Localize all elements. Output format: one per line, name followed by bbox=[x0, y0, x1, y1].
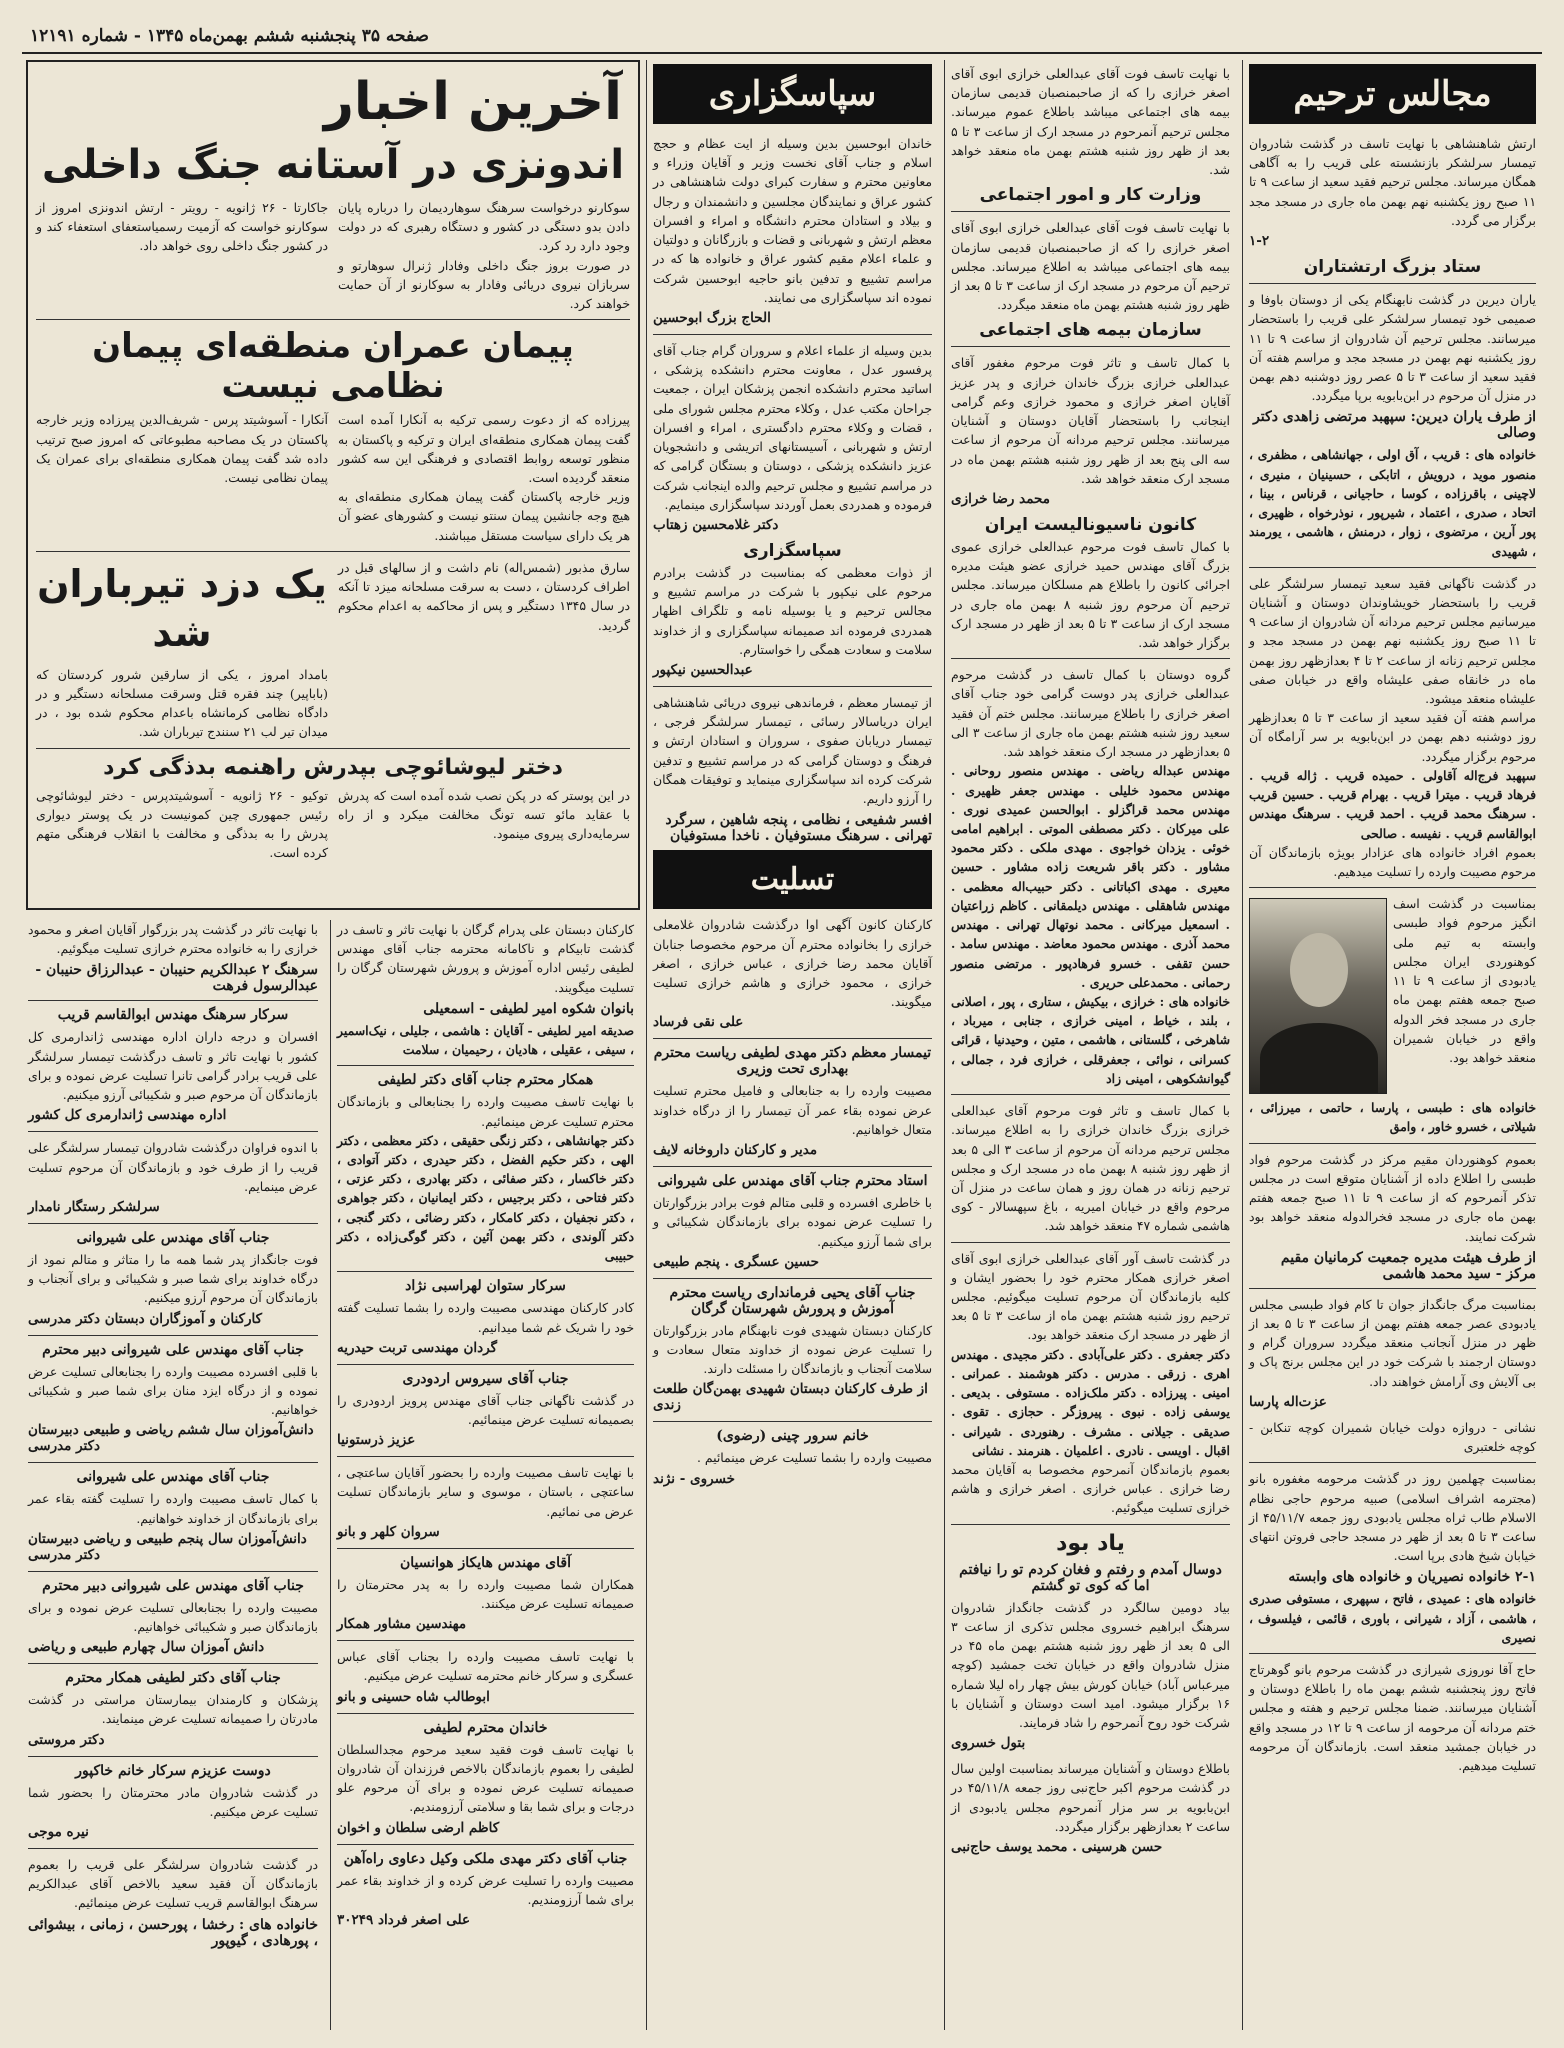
columns bbox=[22, 60, 1542, 2030]
notice-signature: مدیر و کارکنان داروخانه لایف bbox=[653, 1142, 818, 1159]
notice-text: مصیبت وارده را به جنابعالی و فامیل محترم تسلیت عرض نموده بقاء عمر آن تیمسار را از درگاه خداوند متعال خواهانیم. bbox=[653, 1083, 932, 1137]
divider bbox=[28, 1462, 318, 1463]
notice-text: مصیبت وارده را بجنابعالی تسلیت عرض نموده و برای بازماندگان صبر و شکیبائی خواهانیم. bbox=[28, 1599, 318, 1634]
notice-signature: عزیز ذرستونیا bbox=[337, 1432, 416, 1449]
subcolumn-condolences-right bbox=[330, 920, 640, 2030]
notice-heading: همکار محترم جناب آقای دکتر لطیفی bbox=[377, 1072, 594, 1089]
divider bbox=[951, 346, 1230, 347]
notice-text: با اندوه فراوان درگذشت شادروان تیمسار سرلشگر علی قریب را از طرف خود و بازماندگان آن مرحوم تسلیت عرض مینمایم. bbox=[28, 1140, 318, 1194]
notice-text: با نهایت تاسف مصیبت وارده را بحضور آقایان ساعتچی ، ساعتچی ، باستان ، موسوی و سایر بازماندگان تسلیت عرض می نمائیم. bbox=[337, 1465, 634, 1519]
notice-text: با نهایت تاسف فوت فقید سعید مرحوم مجدالسلطان لطیفی را بعموم بازماندگان بالاخص فرزندان آن شادروان صمیمانه تسلیت عرض نموده و برای آن مرحوم علو درجات و برای شما بقا و سلامتی آرزومندیم. bbox=[337, 1741, 634, 1815]
notice-text: در گذشت شادروان سرلشگر علی قریب را بعموم بازماندگان آن فقید سعید بالاخص آقای عبدالکریم سرهنگ ابوالقاسم قریب تسلیت عرض مینمائیم. bbox=[28, 1857, 318, 1911]
news-text: بامداد امروز ، یکی از سارقین شرور کردستان که (باباپیر) چند فقره قتل وسرقت مسلحانه دستگیر و در دادگاه نظامی کرمانشاه باعدام محکوم شده بود ، در میدان تیر لب ۲۱ سنندج تیرباران شد. bbox=[36, 666, 328, 740]
notice-heading: استاد محترم جناب آقای مهندس علی شیروانی bbox=[657, 1173, 928, 1190]
notice-heading: ستاد بزرگ ارتشتاران bbox=[1303, 257, 1482, 278]
news-text: توکیو - ۲۶ ژانویه - آسوشیتدپرس - دختر لیوشائوچی رئیس جمهوری چین کمونیست در یک پوستر دیواری پدرش را به بدذگی و مخالفت با انقلاب فرهنگی متهم کرده است. bbox=[36, 787, 328, 861]
divider bbox=[653, 1166, 932, 1167]
families-list: خانواده های : خرازی ، بیکیش ، ستاری ، پور ، اصلانی ، بلند ، خیاط ، امینی خرازی ، جنابی ، میرباد ، شاهرخی ، گلستانی ، هاشمی ، متین ، وحیدنیا ، قرائی کسرانی ، نوائی ، جعفرقلی ، خرازی فرد ، جمالی ، گیوانشکوهی ، امینی زاد bbox=[951, 993, 1230, 1086]
families-list: خانواده های : قریب ، آق اولی ، جهانشاهی ، مظفری ، منصور موید ، درویش ، اتابکی ، حسینیان ، منیری ، لاچینی ، باقرزاده ، کوسا ، حاجیانی ، قرناس ، بینا ، اتحاد ، صدری ، اعتماد ، شیرپور ، نوذرخواه ، ظهیری ، پور آرین ، مرتضوی ، زوار ، درمنش ، هاشمی ، یورمند ، شهیدی bbox=[1249, 447, 1536, 559]
notice-text: مصیبت وارده را بشما تسلیت عرض مینمائیم . bbox=[696, 1450, 932, 1466]
news-text: جاکارتا - ۲۶ ژانویه - رویتر - ارتش اندونزی امروز از سوکارنو خواست که آزمیت رسمیاستعفای استعفاء کند و در کشور جنگ داخلی روی خواهد داد. bbox=[36, 200, 328, 254]
address-text: نشانی - دروازه دولت خیابان شمیران کوچه تنکابن - کوچه خلعتبری bbox=[1249, 1419, 1536, 1455]
divider bbox=[337, 1456, 634, 1457]
headline-indonesia: اندونزی در آستانه جنگ داخلی bbox=[41, 142, 625, 188]
notice-text: کارکنان دبستان علی پدرام گرگان با نهایت تاثر و تاسف در گذشت تابیکام و ناکامانه محترمه جناب آقای مهندس لطیفی رئیس اداره آموزش و پرورش شهرستان گرگان را تسلیت میگویند. bbox=[337, 922, 634, 995]
divider bbox=[28, 1663, 318, 1664]
names-list: مهندس عبداله ریاضی . مهندس منصور روحانی . مهندس محمود خلیلی . مهندس جعفر ظهیری . مهندس محمد قراگزلو . ابوالحسن عمیدی نوری . علی میرکان . دکتر مصطفی الموتی . ابراهیم امامی خوئی . یزدان خواجوی . مهدی ملکی . دکتر محمود مشاور . دکتر باقر شریعت زاده مشاور . حسین معیری . مهدی اکباتانی . دکتر حبیب‌اله معظمی . مهندس شاهقلی . مهندس دیلمقانی . کاظم زراعتیان . اسمعیل میرکانی . محمد نوتهال تهرانی . مهندس محمد آذری . مهندس محمود معاضد . مهندس سامد . حسن تقفی . خسرو فرهادپور . مرتضی منصور رحمانی . محمدعلی حریری . bbox=[951, 763, 1230, 990]
divider bbox=[1249, 1143, 1536, 1144]
notice-signature: علی نقی فرساد bbox=[653, 1014, 744, 1031]
notice-signature: بانوان شکوه امیر لطیفی - اسمعیلی bbox=[423, 1000, 634, 1017]
notice-text: در گذشت ناگهانی فقید سعید تیمسار سرلشگر علی قریب را باستحضار خویشاوندان دوستان و آشنایان میرسانیم مجلس ترحیم مردانه آن شادروان از ساعت ۹ تا ۱۱ صبح روز یکشنبه نهم بهمن در مسجد مجد و مجلس ترحیم زنانه از ساعت ۲ تا ۴ بعدازظهر روز بهمن ماه در خانقاه صفی علیشاه واقع در خیابان صفی علیشاه منعقد میشود. bbox=[1249, 575, 1536, 707]
notice-heading: وزارت کار و امور اجتماعی bbox=[979, 185, 1202, 206]
notice-signature: دکتر غلامحسین زهتاب bbox=[653, 516, 779, 533]
notice-text: در گذشت ناگهانی جناب آقای مهندس پرویز اردودری را بصمیمانه تسلیت عرض مینمائیم. bbox=[337, 1392, 634, 1427]
notice-text: کارکنان کانون آگهی اوا درگذشت شادروان غلامعلی خرازی را بخانواده محترم آن مرحوم مخصوصا جنابان آقایان محمد رضا خرازی ، عباس خرازی ، اصغر خرازی ، محمود خرازی و هاشم خرازی تسلیت میگویند. bbox=[653, 917, 932, 1010]
news-liu-body bbox=[36, 786, 630, 863]
notice-text: در گذشت شادروان مادر محترمتان را بحضور شما تسلیت عرض میکنیم. bbox=[28, 1784, 318, 1819]
newspaper-page bbox=[22, 20, 1542, 2030]
divider bbox=[28, 1756, 318, 1757]
notice-text: با نهایت تاثر در گذشت پدر بزرگوار آقایان اصغر و محمود خرازی را به خانواده محترم خرازی تسلیت میگوئیم. bbox=[28, 922, 318, 957]
divider bbox=[28, 1000, 318, 1001]
notice-text: کارکنان دبستان شهیدی فوت نابهنگام مادر بزرگوارتان را تسلیت عرض نموده از خداوند متعال سعادت و سلامت آنجناب و بازماندگان را مسئلت دارند. bbox=[653, 1322, 932, 1377]
news-text: سارق مذبور (شمس‌اله) نام داشت و از سالهای قبل در اطراف کردستان ، دست به سرقت مسلحانه میزد تا آنکه در سال ۱۳۴۵ دستگیر و پس از محاکمه به اعدام محکوم گردید. bbox=[338, 559, 631, 633]
divider bbox=[28, 1131, 318, 1132]
notice-signature: سرلشکر رستگار نامدار bbox=[28, 1198, 160, 1215]
notice-text: بعموم کوهنوردان مقیم مرکز در گذشت مرحوم فواد طبسی را اطلاع داده از آشنایان متوقع است در مجلس تذکر آنمرحوم که از ساعت ۹ تا ۱۱ صبح جمعه هفتم بهمن ماه جاری در مسجد فخرالدوله منعقد خواهد بود شرکت نمایند. bbox=[1249, 1151, 1536, 1244]
notice-signature: دانش‌آموزان سال ششم ریاضی و طبیعی دبیرستان دکتر مدرسی bbox=[28, 1422, 314, 1455]
notice-heading: کانون ناسیونالیست ایران bbox=[984, 514, 1197, 535]
divider bbox=[1249, 567, 1536, 568]
names-list: صدیقه امیر لطیفی - آقایان : هاشمی ، جلیلی ، نیک‌اسمیر ، سیفی ، عقیلی ، هادیان ، رحیمیان ، سلامت bbox=[337, 1022, 634, 1058]
notice-heading: تیمسار معظم دکتر مهدی لطیفی ریاست محترم بهداری تحت وزیری bbox=[653, 1045, 932, 1078]
divider bbox=[36, 748, 630, 749]
portrait-face bbox=[1290, 933, 1348, 1007]
column-thanks-condolences bbox=[646, 60, 938, 2030]
divider bbox=[337, 1364, 634, 1365]
notice-heading: جناب آقای مهندس علی شیروانی دبیر محترم bbox=[42, 1341, 304, 1358]
latest-news-title: آخرین اخبار bbox=[323, 72, 622, 132]
divider bbox=[1249, 1653, 1536, 1654]
notice-signature: محمد رضا خرازی bbox=[951, 490, 1050, 507]
banner-tasliat: تسلیت bbox=[653, 850, 932, 909]
notice-text: افسران و درجه داران اداره مهندسی ژاندارمری کل کشور با نهایت تاثر و تاسف درگذشت تیمسار سرلشگر علی قریب برادر گرامی تانرا تسلیت عرض نموده و برای بازماندگان آن مرحوم صبر و شکیبائی آرزو میکنیم. bbox=[28, 1029, 318, 1103]
notice-text: حاج آقا نوروزی شیرازی در گذشت مرحوم بانو گوهرتاج فاتح روز پنجشنبه ششم بهمن ماه را باطلاع دوستان و آشنایان میرسانند. ضمنا مجلس ترحیم و هفته و مجلس ختم مردانه آن مرحومه از ساعت ۹ تا ۱۲ در مسجد واقع در خیابان جمشید منعقد است. بازماندگان آن مرحومه تسلیت میدهیم. bbox=[1249, 1662, 1536, 1774]
notice-text: فوت جانگداز پدر شما همه ما را متاثر و متالم نمود از درگاه خداوند برای شما صبر و شکیبائی و برای آنجناب و بازماندگان آن مرحوم آرزو میکنیم. bbox=[28, 1251, 318, 1306]
notice-signature: ۱-۲ bbox=[1249, 233, 1270, 250]
divider bbox=[1249, 283, 1536, 284]
notice-heading: جناب آقای دکتر مهدی ملکی وکیل دعاوی راه‌آهن bbox=[343, 1850, 628, 1867]
divider bbox=[28, 1223, 318, 1224]
divider bbox=[653, 1278, 932, 1279]
notice-text: با کمال تاسف مصیبت وارده را تسلیت گفته بقاء عمر برای بازماندگان از خداوند خواهانیم. bbox=[28, 1491, 318, 1526]
notice-signature: سرهنگ ۲ عبدالکریم حنیبان - عبدالرزاق حنیبان - عبدالرسول فرهت bbox=[35, 962, 318, 995]
notice-text: با نهایت تاسف فوت آقای عبدالعلی خرازی ابوی آقای اصغر خرازی را که از صاحبمنصبان قدیمی سازمان بیمه های اجتماعی میباشد باطلاع عموم میرساند. مجلس ترحیم آنمرحوم در مسجد ارک از ساعت ۳ تا ۵ بعد از ظهر روز شنبه هشتم بهمن ماه منعقد خواهد شد. bbox=[951, 66, 1230, 178]
notice-text: خاندان ابوحسین بدین وسیله از ایت عظام و حجج اسلام و جناب آقای نخست وزیر و آقایان وزراء و معاونین محترم و سفارت کبرای دولت شاهنشاهی در کشور عراق و نمایندگان مجلسین و دانشمندان و رجال و بیلاد و استادان محترم دانشگاه و امراء و افسران معظم ارتش و شهربانی و قضات و بازرگانان و دولتیان و علماء اعلام مقیم کشور عراق و خانواده ها که در مراسم تشییع و تدفین بانو حاجیه ابوحسین شرکت نموده اند سپاسگزاری می نمایند. bbox=[653, 136, 932, 305]
notice-text: بدین وسیله از علماء اعلام و سروران گرام جناب آقای پرفسور عدل ، معاونت محترم دانشکده پزشکی ، اساتید محترم دانشکده انجمن پزشکان ایران ، جمعیت جراحان مکتب عدل ، وکلاء محترم مجلس شورای ملی ، قضات و وکلاء محترم دادگستری ، امراء و افسران ارتش و شهربانی ، آسیستانهای اتریشی و دانشجویان عزیز دانشکده پزشکی ، دوستان و بستگان گرامی که در مراسم تشییع و مجلس ترحیم والده اینجانب شرکت فرموده و همدردی بعمل آوردند سپاسگزاری مینمایم. bbox=[653, 342, 932, 512]
notice-heading: سازمان بیمه های اجتماعی bbox=[979, 320, 1202, 341]
news-thief-row bbox=[36, 558, 630, 742]
notice-signature: حسن هرسینی . محمد یوسف حاج‌نبی bbox=[951, 1839, 1163, 1856]
notice-text: مصیبت وارده را تسلیت عرض کرده و از خداوند بقاء عمر برای شما آرزومندیم. bbox=[337, 1872, 634, 1907]
news-pact-body bbox=[36, 410, 630, 545]
notice-signature: اداره مهندسی ژاندارمری کل کشور bbox=[28, 1107, 227, 1124]
portrait-photo bbox=[1249, 898, 1387, 1094]
notice-heading: جناب آقای سیروس اردودری bbox=[402, 1370, 569, 1387]
notice-signature: سروان کلهر و بانو bbox=[337, 1523, 440, 1540]
notice-text: با نهایت تاسف مصیبت وارده را بجناب آقای عباس عسگری و سرکار خانم محترمه تسلیت عرض میکنیم. bbox=[337, 1649, 634, 1684]
notice-text: پزشکان و کارمندان بیمارستان مراستی در گذشت مادرتان را صمیمانه تسلیت عرض مینمایند. bbox=[28, 1692, 318, 1727]
notice-signature: ۲-۱ خانواده نصیریان و خانواده های وابسته bbox=[1288, 1569, 1536, 1586]
notice-text: همکاران شما مصیبت وارده را به پدر محترمتان را صمیمانه تسلیت عرض میکنند. bbox=[337, 1576, 634, 1612]
notice-signature: کاظم ارضی سلطان و اخوان bbox=[337, 1819, 500, 1836]
notice-text: از تیمسار معظم ، فرماندهی نیروی دریائی شاهنشاهی ایران دریاسالار رسائی ، تیمسار سرلشگر فرجی ، تیمسار دریابان صفوی ، سروران و استادان ارتش و فرهنگ و دوستان گرامی که در مراسم تشییع و تدفین شرکت کرده اند سپاسگزاری مینماید و توفیقات همگان را آرزو داریم. bbox=[653, 695, 932, 807]
portrait-suit bbox=[1260, 1023, 1378, 1093]
notice-signature: از طرف هیئت مدیره جمعیت کرمانیان مقیم مرکز - سید محمد هاشمی bbox=[1280, 1249, 1536, 1282]
headline-regional-pact: پیمان عمران منطقه‌ای پیمان نظامی نیست bbox=[92, 326, 574, 407]
poem-line: دوسال آمدم و رفتم و فغان کردم تو را نیافتم اما که کوی تو گشتم bbox=[959, 1561, 1222, 1594]
notice-text: بمناسبت در گذشت اسف انگیز مرحوم فواد طبسی وابسته به تیم ملی کوهنوردی ایران مجلس یادبودی از ساعت ۹ تا ۱۱ صبح جمعه هفتم بهمن ماه جاری در مسجد فخر الدوله واقع در خیابان شمیران منعقد خواهد بود. bbox=[1393, 896, 1536, 1065]
news-text: سوکارنو درخواست سرهنگ سوهاردیمان را درباره پایان دادن بدو دستگی در کشور و دستگاه رهبری که در دولت وجود دارد رد کرد. bbox=[338, 200, 630, 254]
divider bbox=[337, 1713, 634, 1714]
notice-text: یاران دیرین در گذشت نابهنگام یکی از دوستان باوفا و صمیمی خود تیمسار سرلشکر علی قریب را باستحضار میرسانند. مجلس ترحیم آن شادروان از ساعت ۹ تا ۱۱ روز یکشنبه نهم بهمن در مسجد مجد و مراسم هفته آن فقید سعید از ساعت ۳ تا ۵ عصر روز دوشنبه دهم بهمن در منزل آن مرحوم در ابن‌بابویه برپا میگردد. bbox=[1249, 292, 1537, 404]
notice-heading: دوست عزیزم سرکار خانم خاکپور bbox=[75, 1762, 271, 1779]
news-text: در صورت بروز جنگ داخلی وفادار ژنرال سوهارتو و سربازان نیروی دریائی وفادار به سوکارنو از آن حمایت خواهند کرد. bbox=[338, 257, 630, 312]
page-header bbox=[22, 20, 1542, 54]
divider bbox=[951, 211, 1230, 212]
notice-signature: دانش آموزان سال چهارم طبیعی و ریاضی bbox=[28, 1639, 265, 1656]
notice-signature: دکتر مروستی bbox=[28, 1731, 105, 1748]
divider bbox=[951, 1524, 1230, 1525]
divider bbox=[951, 1094, 1230, 1095]
notice-text: بعموم افراد خانواده های عزادار بویژه بازماندگان آن مرحوم مصیبت وارده را تسلیت میدهیم. bbox=[1249, 844, 1536, 879]
divider bbox=[36, 319, 630, 320]
divider bbox=[653, 1421, 932, 1422]
notice-text: با کمال تاسف فوت مرحوم عبدالعلی خرازی عموی بزرگ آقای مهندس حمید خرازی عضو هیئت مدیره اجرائی کانون را باطلاع هم مسلکان میرساند. مجلس ترحیم آن مرحوم روز شنبه ۸ بهمن ماه جاری در مسجد ارک از ساعت ۳ تا ۵ بعد از ظهر در مسجد ارک برگزار خواهد شد. bbox=[951, 538, 1231, 651]
notice-signature: کارکنان و آموزگاران دبستان دکتر مدرسی bbox=[28, 1310, 263, 1327]
news-text: وزیر خارجه پاکستان گفت پیمان همکاری منطقه‌ای به هیچ وجه جانشین پیمان سنتو نیست و کشورهای عضو آن هر یک دارای سیاست مستقل میباشند. bbox=[338, 489, 630, 543]
notice-text: بیاد دومین سالگرد در گذشت جانگداز شادروان سرهنگ ابراهیم خسروی مجلس تذکری از ساعت ۳ الی ۵ بعد از ظهر روز شنبه هشتم بهمن ماه ۴۵ در منزل شادروان واقع در خیابان تخت جمشید (کوچه میرعباس آباد) خیابان کورش بیش چهار راه لیلا شماره ۱۶ برگزار میشود. امید است دوستان و آشنایان با شرکت خود روح آنمرحوم را شاد فرمایند. bbox=[951, 1599, 1230, 1730]
news-indonesia-body bbox=[36, 198, 630, 313]
notice-text: کادر کارکنان مهندسی مصیبت وارده را بشما تسلیت گفته خود را شریک غم شما میدانیم. bbox=[337, 1300, 634, 1335]
notice-heading: آقای مهندس هایکاز هوانسیان bbox=[399, 1554, 571, 1571]
notice-text: در گذشت تاسف آور آقای عبدالعلی خرازی ابوی آقای اصغر خرازی همکار محترم خود را بحضور ایشان و کلیه بازماندگان آن مرحوم تسلیت میگوئیم. مجلس ترحیم روز شنبه هشتم بهمن ماه از ساعت ۳ تا ۵ بعد از ظهر در مسجد ارک منعقد خواهد بود. bbox=[951, 1250, 1230, 1343]
column-latest-news bbox=[22, 60, 640, 2030]
divider bbox=[337, 1640, 634, 1641]
headline-liu-daughter: دختر لیوشائوچی بپدرش راهنمه بدذگی کرد bbox=[103, 754, 563, 780]
divider bbox=[653, 1038, 932, 1039]
divider bbox=[28, 1335, 318, 1336]
divider bbox=[951, 1242, 1230, 1243]
notice-text: بمناسبت چهلمین روز در گذشت مرحومه مغفوره بانو (مجترمه اشراف اسلامی) صبیه مرحوم حاجی نظام الاسلام طاب ثراه مجلس یادبودی روز جمعه ۴۵/۱۱/۷ از ساعت ۳ تا ۵ بعد از ظهر در مسجد حاجی فروتن انتهای خیابان شیخ هادی برپا است. bbox=[1249, 1471, 1536, 1564]
notice-signature: بتول خسروی bbox=[951, 1735, 1026, 1752]
divider bbox=[337, 1844, 634, 1845]
notice-text: با خاطری افسرده و قلبی متالم فوت برادر بزرگوارتان را تسلیت عرض نموده برای بازماندگان شکیبائی و برای شما آرزو میکنیم. bbox=[653, 1195, 932, 1249]
divider bbox=[337, 1548, 634, 1549]
notice-heading: جناب آقای دکتر لطیفی همکار محترم bbox=[65, 1670, 281, 1687]
notice-text: با کمال تاسف و تاثر فوت مرحوم آقای عبدالعلی خرازی بزرگ خاندان خرازی را به اطلاع میرساند. مجلس ترحیم مردانه آن مرحوم از ساعت ۳ الی ۵ بعد از ظهر روز شنبه ۸ بهمن ماه در مسجد ارک و مجلس ترحیم زنانه در همان روز و همان ساعت در منزل آن مرحوم واقع در خیابان امیریه ، باغ سپهسالار - کوی هاشمی شماره ۴۷ منعقد خواهد شد. bbox=[951, 1103, 1231, 1234]
column-kharrazi-notices bbox=[944, 60, 1236, 2030]
notice-text: بمناسبت مرگ جانگداز جوان تا کام فواد طبسی مجلس یادبودی عصر جمعه هفتم بهمن از ساعت ۳ تا ۵ بعد از ظهر در منزل آنجانب منعقد میگردد سروران گرام و دوستان ارجمند با شرکت خود در این مجلس برنج پاک و بی آلایش وی آرامش خواهند داد. bbox=[1249, 1296, 1537, 1389]
notice-signature: از طرف یاران دیرین: سپهبد مرتضی زاهدی دکتر وصالی bbox=[1253, 409, 1536, 442]
headline-thief-executed: یک دزد تیرباران شد bbox=[37, 561, 327, 656]
notice-text: با کمال تاسف و تاثر فوت مرحوم مغفور آقای عبدالعلی خرازی بزرگ خاندان خرازی و پدر عزیز آقایان اصغر خرازی و محمود خرازی وعم گرامی اینجانب را باستحضار آقایان دوستان و آشنایان میرسانند. مجلس ترحیم مردانه آن مرحوم از ساعت سه الی پنج بعد از ظهر روز شنبه هشتم بهمن ماه در مسجد ارک منعقد خواهد شد. bbox=[951, 355, 1230, 486]
banner-majales-tarhim: مجالس ترحیم bbox=[1249, 64, 1536, 124]
divider bbox=[36, 551, 630, 552]
names-list: دکتر جهانشاهی ، دکتر زنگی حقیقی ، دکتر معظمی ، دکتر الهی ، دکتر حکیم الفضل ، دکتر حیدری ، دکتر آتوادی ، دکتر خاکسار ، دکتر صفائی ، دکتر بهادری ، دکتر عزتی ، دکتر فتاحی ، دکتر برجیس ، دکتر ایمانیان ، دکتر جواهری ، دکتر نجفیان ، دکتر کامکار ، دکتر رضائی ، دکتر گنجی ، دکتر آلوندی ، دکتر بهمن آئین ، دکتر گوگی‌زاده ، دکتر حبیبی bbox=[337, 1132, 634, 1264]
news-text: آنکارا - آسوشیتد پرس - شریف‌الدین پیرزاده وزیر خارجه پاکستان در یک مصاحبه مطبوعاتی که امروز صبح ترتیب داده شد گفت پیمان همکاری منطقه‌ای برای عمران یک پیمان نظامی نیست. bbox=[36, 412, 328, 485]
notice-heading: خاندان محترم لطیفی bbox=[423, 1719, 548, 1736]
notice-signature: نیره موجی bbox=[28, 1824, 89, 1841]
notice-text: با نهایت تاسف مصیبت وارده را بجنابعالی و بازماندگان محترم تسلیت عرض مینمائیم. bbox=[337, 1094, 634, 1129]
families-list: خانواده های : رخشا ، پورحسن ، زمانی ، بیشوائی ، پورهادی ، گیوپور bbox=[28, 1916, 318, 1949]
notice-text: با نهایت تاسف فوت آقای عبدالعلی خرازی ابوی آقای اصغر خرازی را که از صاحبمنصبان قدیمی سازمان بیمه های اجتماعی میباشد به اطلاع میرساند. مجلس ترحیم آن مرحوم در مسجد ارک از ساعت ۳ تا ۵ بعد از ظهر روز شنبه هشتم بهمن ماه منعقد میگردد. bbox=[951, 220, 1230, 313]
banner-sepasgozari: سپاسگزاری bbox=[653, 64, 932, 124]
notice-text: از ذوات معظمی که بمناسبت در گذشت برادرم مرحوم علی نیکپور با شرکت در مراسم تشییع و مجالس ترحیم و یا بوسیله نامه و تلگراف اظهار همدردی فرموده اند صمیمانه سپاسگزاری و از خداوند سلامت و سعادت همگی را خواستارم. bbox=[653, 564, 932, 657]
names-list: سپهبد فرج‌اله آقاولی . حمیده قریب . ژاله قریب . فرهاد قریب . میترا قریب . بهرام قریب . حسین قریب . سرهنگ محمد قریب . احمد قریب . سرهنگ مهندس ابوالقاسم قریب . نفیسه . صالحی bbox=[1249, 767, 1536, 841]
news-text: پیرزاده که از دعوت رسمی ترکیه به آنکارا آمده است گفت پیمان همکاری منطقه‌ای ایران و ترکیه و پاکستان به منظور توسعه روابط اقتصادی و فرهنگی این سه کشور منعقد گردیده است. bbox=[338, 412, 630, 485]
notice-heading: سرکار سرهنگ مهندس ابوالقاسم قریب bbox=[57, 1007, 289, 1024]
divider bbox=[337, 1065, 634, 1066]
notice-text: با قلبی افسرده مصیبت وارده را بجنابعالی تسلیت عرض نموده و از درگاه ایزد منان برای شما صبر و شکیبائی خواهانیم. bbox=[28, 1363, 318, 1418]
notice-signature: عزت‌اله پارسا bbox=[1249, 1393, 1327, 1410]
notice-signature: گردان مهندسی تربت حیدریه bbox=[337, 1339, 498, 1356]
notice-signature: دانش‌آموزان سال پنجم طبیعی و ریاضی دبیرستان دکتر مدرسی bbox=[28, 1530, 307, 1563]
notice-signature: خسروی - نژند bbox=[653, 1470, 735, 1487]
divider bbox=[653, 686, 932, 687]
latest-news-box bbox=[26, 60, 640, 910]
news-text: در این پوستر که در پکن نصب شده آمده است که پدرش با عقاید مائو تسه تونگ مخالفت میکرد و از راه سرمایه‌داری پیروی مینمود. bbox=[338, 787, 630, 841]
notice-text: بعموم بازماندگان آنمرحوم مخصوصا به آقایان محمد رضا خرازی . عباس خرازی . اصغر خرازی و هاشم خرازی تسلیت میگوئیم. bbox=[951, 1462, 1230, 1516]
notice-heading-memorial: یاد بود bbox=[1056, 1530, 1125, 1556]
notice-signature: افسر شفیعی ، نظامی ، پنجه شاهین ، سرگرد تهرانی . سرهنگ مستوفیان . ناخدا مستوفیان bbox=[665, 812, 932, 845]
notice-text: باطلاع دوستان و آشنایان میرساند بمناسبت اولین سال در گذشت مرحوم اکبر حاج‌نبی روز جمعه ۴۵/۱۱/۸ در ابن‌بابویه بر سر مزار آنمرحوم مجلس یادبودی از ساعت ۲ بعدازظهر برگزار میگردد. bbox=[951, 1761, 1230, 1834]
notice-heading: سرکار ستوان لهراسبی نژاد bbox=[405, 1278, 566, 1295]
notice-heading: سپاسگزاری bbox=[743, 540, 842, 561]
names-list: دکتر جعفری . دکتر علی‌آبادی . دکتر مجیدی . مهندس اهری . زرقی . مدرس . دکتر هوشمند . عمرانی . امینی . پیرزاده . دکتر ملک‌زاده . مستوفی . بدیعی . یوسفی زاده . نبوی . پیروزگر . حجازی . تقوی . صدیقی . جیلانی . مشرف . رهنوردی . شیرانی . اقبال . اویسی . نادری . اعلمیان . هنرمند . نشانی bbox=[951, 1346, 1230, 1458]
divider bbox=[28, 1571, 318, 1572]
notice-signature: مهندسین مشاور همکار bbox=[337, 1616, 467, 1633]
subcolumn-condolences-left bbox=[22, 920, 324, 2030]
notice-heading: جناب آقای یحیی فرمانداری ریاست محترم آموزش و پرورش شهرستان گرگان bbox=[669, 1284, 916, 1317]
notice-signature: عبدالحسین نیکپور bbox=[653, 662, 753, 679]
notice-text: گروه دوستان با کمال تاسف در گذشت مرحوم عبدالعلی خرازی پدر دوست گرامی خود جناب آقای اصغر خرازی را باطلاع میرسانند. مجلس ختم آن فقید سعید روز شنبه هشتم بهمن ماه جاری از ساعت ۳ الی ۵ بعدازظهر در مسجد ارک منعقد خواهد شد. bbox=[951, 667, 1231, 760]
notice-heading: خانم سرور چینی (رضوی) bbox=[716, 1428, 869, 1445]
divider bbox=[1249, 1462, 1536, 1463]
families-list: خانواده های : عمیدی ، فاتح ، سپهری ، مستوفی صدری ، هاشمی ، آزاد ، شیرانی ، باوری ، قائمی ، فیلسوف ، نصیری bbox=[1249, 1591, 1536, 1645]
notice-text: مراسم هفته آن فقید سعید از ساعت ۳ تا ۵ بعدازظهر روز دوشنبه دهم بهمن در ابن‌بابویه بر سر آرامگاه آن مرحوم برگزار میگردد. bbox=[1249, 710, 1536, 764]
divider bbox=[28, 1848, 318, 1849]
notice-text: ارتش شاهنشاهی با نهایت تاسف در گذشت شادروان تیمسار سرلشکر بازنشسته علی قریب را به آگاهی همگان میرساند. مجلس ترحیم فقید سعید از ساعت ۹ تا ۱۱ صبح روز یکشنبه نهم بهمن ماه جاری در مسجد مجد برگزار می گردد. bbox=[1249, 136, 1536, 228]
divider bbox=[951, 658, 1230, 659]
notice-heading: جناب آقای مهندس علی شیروانی دبیر محترم bbox=[42, 1577, 304, 1594]
families-list: خانواده های : طبسی ، پارسا ، حاتمی ، میرزائی ، شیلاتی ، خسرو خاور ، وامق bbox=[1249, 1100, 1536, 1135]
column-condolence-ceremonies bbox=[1242, 60, 1542, 2030]
notice-signature: الحاج بزرگ ابوحسین bbox=[653, 309, 771, 326]
notice-heading: جناب آقای مهندس علی شیروانی bbox=[76, 1229, 270, 1246]
notice-signature: حسین عسگری . پنجم طبیعی bbox=[653, 1253, 819, 1270]
divider bbox=[1249, 1288, 1536, 1289]
notice-signature: از طرف کارکنان دبستان شهیدی بهمن‌گان طلعت زندی bbox=[653, 1381, 928, 1414]
page-header-text: صفحه ۳۵ پنجشنبه ششم بهمن‌ماه ۱۳۴۵ - شماره ۱۲۱۹۱ bbox=[30, 26, 429, 46]
divider bbox=[653, 334, 932, 335]
divider bbox=[1249, 887, 1536, 888]
notice-signature: علی اصغر فرداد ۳۰۲۴۹ bbox=[337, 1912, 470, 1928]
divider bbox=[337, 1271, 634, 1272]
notice-signature: ابوطالب شاه حسینی و بانو bbox=[337, 1688, 490, 1705]
notice-heading: جناب آقای مهندس علی شیروانی bbox=[76, 1469, 270, 1486]
